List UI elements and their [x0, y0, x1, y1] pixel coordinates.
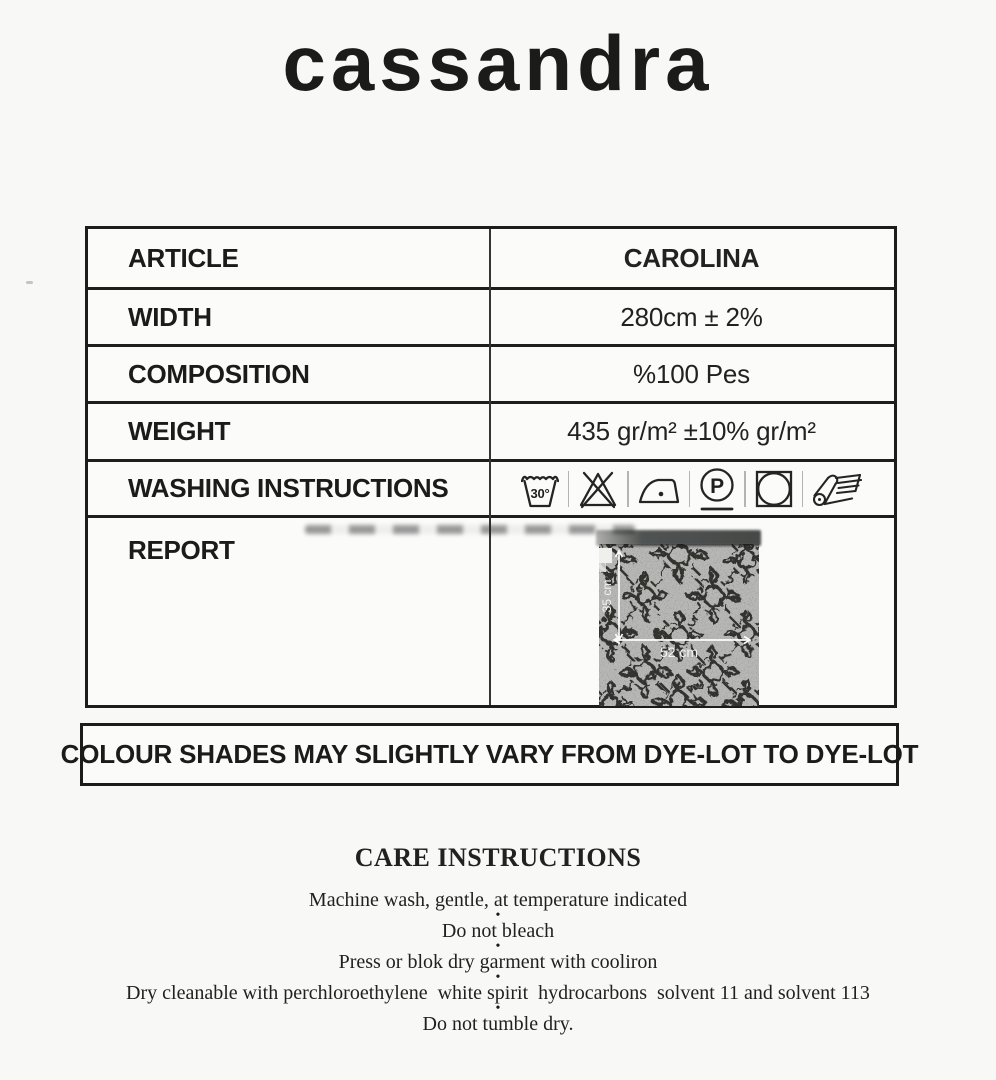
table-row-article — [88, 229, 894, 290]
icon-separator — [802, 471, 804, 507]
table-row-width — [88, 290, 894, 347]
tumble-dry-icon — [755, 470, 793, 508]
care-instructions-title: CARE INSTRUCTIONS — [354, 843, 642, 872]
brand-logo: cassandra — [282, 19, 714, 107]
svg-text:P: P — [710, 474, 725, 498]
row-value-weight: 435 gr/m² ±10% gr/m² — [567, 416, 816, 446]
fabric-swatch — [599, 544, 759, 706]
care-bullet: • — [495, 970, 501, 985]
row-label-article: ARTICLE — [128, 242, 239, 273]
care-line-dry-clean: Dry cleanable with perchloroethylene white spirit hydrocarbons solvent 11 and solvent 113 — [126, 982, 870, 1004]
machine-wash-30-icon — [521, 469, 559, 509]
swatch-width-label: 52 cm — [659, 644, 699, 660]
row-label-washing: WASHING INSTRUCTIONS — [128, 473, 449, 503]
scan-speck-artifact — [26, 281, 33, 284]
row-label-width: WIDTH — [128, 301, 212, 332]
row-label-weight: WEIGHT — [128, 416, 231, 446]
swatch-height-label: 35 cm — [600, 579, 614, 613]
scan-white-patch — [599, 548, 612, 563]
spec-table — [85, 226, 897, 708]
care-bullet: • — [495, 908, 501, 923]
care-line-machine-wash: Machine wash, gentle, at temperature indicated — [308, 889, 688, 911]
care-line-no-tumble: Do not tumble dry. — [422, 1013, 574, 1035]
care-instructions-section — [0, 843, 996, 1035]
table-row-composition — [88, 347, 894, 404]
washing-icons-group — [489, 462, 894, 515]
table-row-washing-instructions — [88, 462, 894, 518]
icon-separator — [568, 471, 570, 507]
care-line-no-bleach: Do not bleach — [441, 920, 555, 942]
svg-text:30°: 30° — [530, 485, 550, 501]
colour-notice-box — [60, 723, 919, 786]
row-value-composition: %100 Pes — [633, 358, 750, 389]
table-row-report — [88, 518, 894, 705]
row-value-article: CAROLINA — [623, 242, 760, 273]
icon-separator — [627, 471, 629, 507]
row-label-report: REPORT — [128, 535, 235, 565]
colour-notice-text: COLOUR SHADES MAY SLIGHTLY VARY FROM DYE-LOT TO DYE-LOT — [60, 739, 919, 769]
iron-one-dot-icon — [638, 469, 680, 509]
icon-separator — [744, 471, 746, 507]
row-value-width: 280cm ± 2% — [620, 301, 763, 332]
fabric-roll-icon — [812, 470, 862, 508]
icon-separator — [689, 471, 691, 507]
do-not-bleach-icon — [578, 469, 618, 509]
row-label-composition: COMPOSITION — [128, 358, 310, 389]
care-line-press: Press or blok dry garment with cooliron — [338, 951, 658, 973]
table-row-weight — [88, 404, 894, 462]
care-bullet: • — [495, 939, 501, 954]
table-column-divider — [489, 229, 491, 705]
care-bullet: • — [495, 1001, 501, 1016]
dry-clean-p-gentle-icon — [699, 467, 735, 511]
